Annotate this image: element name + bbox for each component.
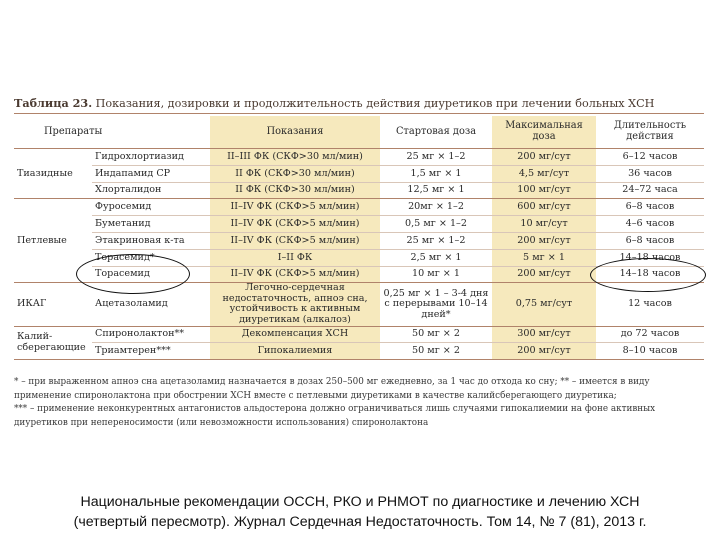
table-row xyxy=(14,326,704,343)
source-line-2: (четвертый пересмотр). Журнал Сердечная Недостаточность. Том 14, № 7 (81), 2013 г. xyxy=(73,514,647,530)
indication: II–IV ФК (СКФ>5 мл/мин) xyxy=(210,216,380,233)
start-dose: 1,5 мг × 1 xyxy=(380,165,492,182)
start-dose: 10 мг × 1 xyxy=(380,266,492,283)
header-max-dose: Максимальная доза xyxy=(492,116,596,149)
duration: до 72 часов xyxy=(596,326,704,343)
source-line-1: Национальные рекомендации ОССН, РКО и РНМОТ по диагностике и лечению ХСН xyxy=(80,494,640,510)
start-dose: 0,25 мг × 1 – 3-4 дня с перерывами 10–14 дней* xyxy=(380,283,492,326)
start-dose: 2,5 мг × 1 xyxy=(380,249,492,266)
max-dose: 200 мг/сут xyxy=(492,343,596,360)
group-ksb-line2: сберегающие xyxy=(17,341,86,353)
footnotes xyxy=(14,376,706,430)
table-row xyxy=(14,232,704,249)
duration: 8–10 часов xyxy=(596,343,704,360)
highlight-ellipse-drug xyxy=(76,254,190,294)
source-citation xyxy=(0,492,720,532)
group-ksb-line1: Калий- xyxy=(17,331,53,343)
duration: 24–72 часа xyxy=(596,182,704,199)
table-row xyxy=(14,182,704,199)
start-dose: 12,5 мг × 1 xyxy=(380,182,492,199)
caption-rule xyxy=(14,113,704,114)
max-dose: 300 мг/сут xyxy=(492,326,596,343)
group-ikag: ИКАГ xyxy=(14,283,92,326)
drug-name: Торасемид xyxy=(92,266,210,283)
table-header xyxy=(14,116,704,149)
start-dose: 50 мг × 2 xyxy=(380,326,492,343)
start-dose: 50 мг × 2 xyxy=(380,343,492,360)
indication: II ФК (СКФ>30 мл/мин) xyxy=(210,182,380,199)
duration: 6–8 часов xyxy=(596,199,704,216)
start-dose: 25 мг × 1–2 xyxy=(380,232,492,249)
indication: Декомпенсация ХСН xyxy=(210,326,380,343)
duration: 6–8 часов xyxy=(596,232,704,249)
indication: II–III ФК (СКФ>30 мл/мин) xyxy=(210,149,380,166)
start-dose: 0,5 мг × 1–2 xyxy=(380,216,492,233)
drug-name: Гидрохлортиазид xyxy=(92,149,210,166)
footnote-line: * – при выраженном апноэ сна ацетазоламид назначается в дозах 250–500 мг ежедневно, за 1 час до отхода ко сну; ** – имеется в виду xyxy=(14,377,650,387)
drug-name: Этакриновая к-та xyxy=(92,232,210,249)
caption-label: Таблица 23. xyxy=(14,96,93,110)
max-dose: 200 мг/сут xyxy=(492,149,596,166)
drug-name: Триамтерен*** xyxy=(92,343,210,360)
drug-name: Торасемид* xyxy=(92,249,210,266)
max-dose: 10 мг/сут xyxy=(492,216,596,233)
start-dose: 25 мг × 1–2 xyxy=(380,149,492,166)
drug-name: Буметанид xyxy=(92,216,210,233)
indication: II–IV ФК (СКФ>5 мл/мин) xyxy=(210,266,380,283)
drug-name: Спиронолактон** xyxy=(92,326,210,343)
indication: I–II ФК xyxy=(210,249,380,266)
duration: 36 часов xyxy=(596,165,704,182)
diuretics-table xyxy=(14,116,704,360)
max-dose: 200 мг/сут xyxy=(492,266,596,283)
drug-name: Фуросемид xyxy=(92,199,210,216)
duration: 12 часов xyxy=(596,283,704,326)
indication: II–IV ФК (СКФ>5 мл/мин) xyxy=(210,232,380,249)
table-row xyxy=(14,216,704,233)
footnote-line: диуретиков при непереносимости (или невозможности использования) спиронолактона xyxy=(14,417,429,428)
duration: 14–18 часов xyxy=(596,266,704,283)
duration: 4–6 часов xyxy=(596,216,704,233)
max-dose: 5 мг × 1 xyxy=(492,249,596,266)
drug-name: Ацетазоламид xyxy=(92,283,210,326)
table-row xyxy=(14,149,704,166)
drug-name: Хлорталидон xyxy=(92,182,210,199)
indication: II–IV ФК (СКФ>5 мл/мин) xyxy=(210,199,380,216)
start-dose: 20мг × 1–2 xyxy=(380,199,492,216)
caption-text: Показания, дозировки и продолжительность действия диуретиков при лечении больных ХСН xyxy=(95,97,655,110)
max-dose: 4,5 мг/сут xyxy=(492,165,596,182)
table-caption xyxy=(14,96,704,110)
max-dose: 100 мг/сут xyxy=(492,182,596,199)
footnote-line: применение спиронолактона при обострении ХСН вместе с петлевыми диуретиками в качестве калийсберегающего диуретика; xyxy=(14,390,617,401)
duration: 6–12 часов xyxy=(596,149,704,166)
header-duration: Длительность действия xyxy=(596,116,704,149)
max-dose: 600 мг/сут xyxy=(492,199,596,216)
footnote-line: *** – применение неконкурентных антагонистов альдостерона должно ограничиваться лишь случаями гипокалиемии на фоне активных xyxy=(14,404,656,415)
table-row xyxy=(14,199,704,216)
header-start-dose: Стартовая доза xyxy=(380,116,492,149)
group-thiazide: Тиазидные xyxy=(14,149,92,199)
header-drugs: Препараты xyxy=(14,116,210,149)
max-dose: 0,75 мг/сут xyxy=(492,283,596,326)
group-potassium-sparing xyxy=(14,326,92,360)
header-indications: Показания xyxy=(210,116,380,149)
table-row xyxy=(14,165,704,182)
duration: 14–18 часов xyxy=(596,249,704,266)
indication: II ФК (СКФ>30 мл/мин) xyxy=(210,165,380,182)
table-row xyxy=(14,343,704,360)
group-loop: Петлевые xyxy=(14,199,92,283)
indication: Гипокалиемия xyxy=(210,343,380,360)
indication: Легочно-сердечная недостаточность, апноэ сна, устойчивость к активным диуретикам (алкалоз) xyxy=(210,283,380,326)
max-dose: 200 мг/сут xyxy=(492,232,596,249)
highlight-ellipse-duration xyxy=(590,258,706,292)
drug-name: Индапамид СР xyxy=(92,165,210,182)
